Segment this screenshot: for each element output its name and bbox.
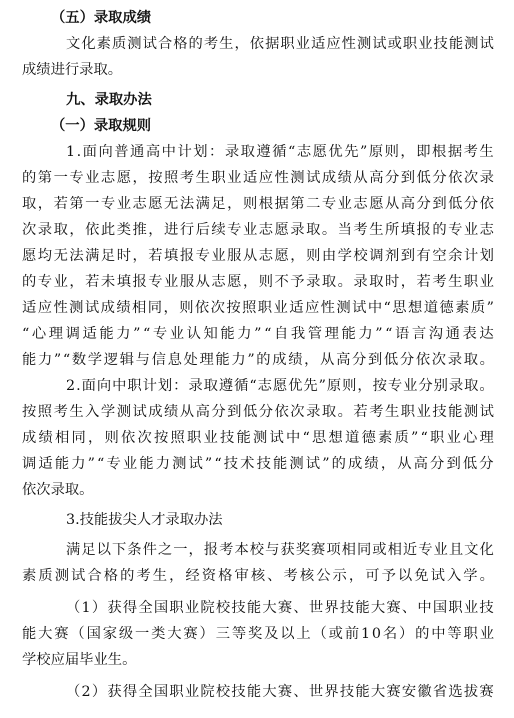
rule2-line: 2 . 面 向 中 职 计 划 ： 录 取 遵 循 “ 志 愿 优 先 ” 原 则 ， 按 专 业 分 别 录 取 。 [66,378,494,394]
rule2-line: 成 绩 相 同 ， 则 依 次 按 照 职 业 技 能 测 试 中 “ 思 想 道 德 素 质 ” “ 职 业 心 理 [22,430,494,446]
section-heading-admission-rules: （一）录取规则 [51,118,152,134]
rule2-line: 调 适 能 力 ” “ 专 业 能 力 测 试 ” “ 技 术 技 能 测 试 ” 的 成 绩 ， 从 高 分 到 低 分 [22,456,494,472]
rule2-line: 按 照 考 生 入 学 测 试 成 绩 从 高 分 到 低 分 依 次 录 取 。 若 考 生 职 业 技 能 测 试 [22,404,494,420]
rule1-line: 适 应 性 测 试 成 绩 相 同 ， 则 依 次 按 照 职 业 适 应 性 测 试 中 “ 思 想 道 德 素 质 ” [22,300,494,316]
rule2-line: 依次录取。 [22,482,94,498]
paragraph-line: 文 化 素 质 测 试 合 格 的 考 生 ， 依 据 职 业 适 应 性 测 试 或 职 业 技 能 测 试 [66,36,494,52]
condition1-line: 能 大 赛 （ 国 家 级 一 类 大 赛 ） 三 等 奖 及 以 上 （ 或 前 1 0 名 ） 的 中 等 职 业 [22,626,494,642]
rule1-line: 能 力 ” “ 数 学 逻 辑 与 信 息 处 理 能 力 ” 的 成 绩 ， 从 高 分 到 低 分 依 次 录 取 。 [22,352,494,368]
rule1-line: 取 ， 若 第 一 专 业 志 愿 无 法 满 足 ， 则 根 据 第 二 专 业 志 愿 从 高 分 到 低 分 依 [22,196,494,212]
paragraph-line: 成绩进行录取。 [22,62,123,78]
rule1-line: 次 录 取 ， 依 此 类 推 ， 进 行 后 续 专 业 志 愿 录 取 。 当 考 生 所 填 报 的 专 业 志 [22,222,494,238]
section-heading-admission-score: （五）录取成绩 [51,10,152,26]
rule1-line: 的 专 业 ， 若 未 填 报 专 业 服 从 志 愿 ， 则 不 予 录 取 。 录 取 时 ， 若 考 生 职 业 [22,274,494,290]
rule1-line: 1 . 面 向 普 通 高 中 计 划 ： 录 取 遵 循 “ 志 愿 优 先 ” 原 则 ， 即 根 据 考 生 [66,144,494,160]
rule1-line: 的 第 一 专 业 志 愿 ， 按 照 考 生 职 业 适 应 性 测 试 成 绩 从 高 分 到 低 分 依 次 录 [22,170,494,186]
rule1-line: 愿 均 无 法 满 足 时 ， 若 填 报 专 业 服 从 志 愿 ， 则 由 学 校 调 剂 到 有 空 余 计 划 [22,248,494,264]
rule3-line: 满 足 以 下 条 件 之 一 ， 报 考 本 校 与 获 奖 赛 项 相 同 或 相 近 专 业 且 文 化 [66,542,494,558]
condition1-line: （ 1 ） 获 得 全 国 职 业 院 校 技 能 大 赛 、 世 界 技 能 大 赛 、 中 国 职 业 技 [66,600,494,616]
rule3-line: 素 质 测 试 合 格 的 考 生 ， 经 资 格 审 核 、 考 核 公 示 ， 可 予 以 免 试 入 学 。 [22,568,494,584]
condition1-line: 学校应届毕业生。 [22,652,137,668]
rule3-title: 3.技能拔尖人才录取办法 [66,512,223,528]
chapter-heading-admission-method: 九、录取办法 [66,92,152,108]
rule1-line: “ 心 理 调 适 能 力 ” “ 专 业 认 知 能 力 ” “ 自 我 管 理 能 力 ” “ 语 言 沟 通 表 达 [22,326,494,342]
condition2-line: （ 2 ） 获 得 全 国 职 业 院 校 技 能 大 赛 、 世 界 技 能 大 赛 安 徽 省 选 拔 赛 [66,684,494,700]
